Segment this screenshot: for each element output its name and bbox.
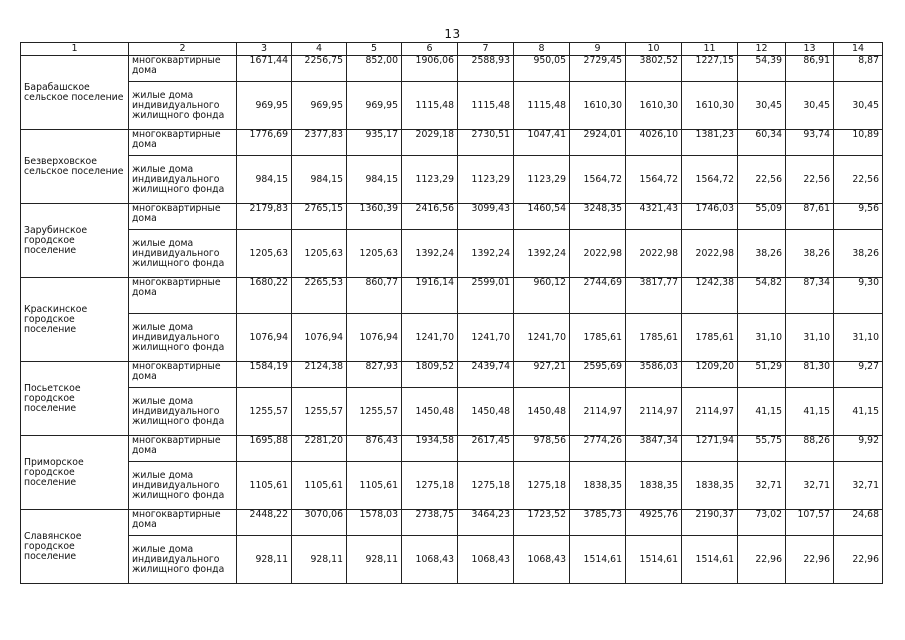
column-header: 9 (570, 43, 626, 56)
table-row (21, 510, 883, 536)
tariff-value: 1564,72 (682, 156, 738, 204)
tariff-value: 38,26 (834, 230, 883, 278)
tariff-value: 2377,83 (292, 130, 347, 156)
tariff-value: 38,26 (738, 230, 786, 278)
tariff-value: 1680,22 (237, 278, 292, 314)
tariff-value: 81,30 (786, 362, 834, 388)
tariff-value: 86,91 (786, 56, 834, 82)
tariff-value: 1578,03 (347, 510, 402, 536)
table-row (21, 56, 883, 82)
tariff-value: 984,15 (237, 156, 292, 204)
tariff-value: 32,71 (834, 462, 883, 510)
tariff-value: 1275,18 (458, 462, 514, 510)
tariff-value: 41,15 (834, 388, 883, 436)
tariff-value: 9,27 (834, 362, 883, 388)
tariff-value: 2729,45 (570, 56, 626, 82)
column-header: 5 (347, 43, 402, 56)
tariff-value: 4321,43 (626, 204, 682, 230)
housing-type: жилые дома индивидуального жилищного фонда (129, 462, 237, 510)
tariff-value: 87,34 (786, 278, 834, 314)
tariff-value: 1514,61 (682, 536, 738, 584)
tariff-table (20, 42, 883, 584)
table-row (21, 388, 883, 436)
tariff-value: 2924,01 (570, 130, 626, 156)
tariff-value: 1838,35 (682, 462, 738, 510)
table-row (21, 314, 883, 362)
tariff-value: 31,10 (834, 314, 883, 362)
tariff-value: 978,56 (514, 436, 570, 462)
tariff-value: 2114,97 (626, 388, 682, 436)
housing-type: жилые дома индивидуального жилищного фонда (129, 536, 237, 584)
column-header: 2 (129, 43, 237, 56)
table-row (21, 230, 883, 278)
tariff-value: 2617,45 (458, 436, 514, 462)
tariff-value: 2599,01 (458, 278, 514, 314)
tariff-value: 950,05 (514, 56, 570, 82)
tariff-value: 22,96 (738, 536, 786, 584)
tariff-value: 30,45 (834, 82, 883, 130)
tariff-value: 969,95 (292, 82, 347, 130)
tariff-value: 984,15 (347, 156, 402, 204)
tariff-value: 1115,48 (402, 82, 458, 130)
tariff-value: 1450,48 (458, 388, 514, 436)
tariff-value: 1392,24 (402, 230, 458, 278)
tariff-value: 2256,75 (292, 56, 347, 82)
tariff-value: 1695,88 (237, 436, 292, 462)
tariff-value: 2416,56 (402, 204, 458, 230)
tariff-value: 54,39 (738, 56, 786, 82)
tariff-value: 1105,61 (237, 462, 292, 510)
tariff-value: 1460,54 (514, 204, 570, 230)
tariff-value: 1514,61 (570, 536, 626, 584)
tariff-value: 31,10 (738, 314, 786, 362)
tariff-value: 8,87 (834, 56, 883, 82)
tariff-value: 30,45 (738, 82, 786, 130)
tariff-value: 3070,06 (292, 510, 347, 536)
tariff-value: 969,95 (347, 82, 402, 130)
column-header: 13 (786, 43, 834, 56)
tariff-value: 73,02 (738, 510, 786, 536)
tariff-value: 2022,98 (570, 230, 626, 278)
tariff-value: 22,56 (738, 156, 786, 204)
tariff-value: 960,12 (514, 278, 570, 314)
table-row (21, 536, 883, 584)
tariff-value: 1564,72 (570, 156, 626, 204)
tariff-value: 3802,52 (626, 56, 682, 82)
tariff-value: 1255,57 (237, 388, 292, 436)
tariff-value: 4026,10 (626, 130, 682, 156)
tariff-value: 1123,29 (402, 156, 458, 204)
tariff-value: 2738,75 (402, 510, 458, 536)
tariff-value: 30,45 (786, 82, 834, 130)
tariff-value: 852,00 (347, 56, 402, 82)
settlement-name: Краскинское городское поселение (21, 278, 129, 362)
tariff-value: 1123,29 (514, 156, 570, 204)
tariff-value: 1785,61 (626, 314, 682, 362)
tariff-value: 1514,61 (626, 536, 682, 584)
tariff-value: 2765,15 (292, 204, 347, 230)
column-number-row (21, 43, 883, 56)
tariff-value: 3785,73 (570, 510, 626, 536)
tariff-value: 1838,35 (626, 462, 682, 510)
tariff-value: 1906,06 (402, 56, 458, 82)
tariff-value: 1115,48 (514, 82, 570, 130)
tariff-value: 2730,51 (458, 130, 514, 156)
tariff-value: 1076,94 (292, 314, 347, 362)
tariff-value: 1047,41 (514, 130, 570, 156)
tariff-value: 1076,94 (237, 314, 292, 362)
tariff-value: 2124,38 (292, 362, 347, 388)
tariff-value: 1205,63 (237, 230, 292, 278)
tariff-value: 1392,24 (458, 230, 514, 278)
housing-type: жилые дома индивидуального жилищного фонда (129, 156, 237, 204)
tariff-value: 876,43 (347, 436, 402, 462)
tariff-value: 1610,30 (682, 82, 738, 130)
tariff-value: 3248,35 (570, 204, 626, 230)
tariff-value: 1255,57 (292, 388, 347, 436)
housing-type: многоквартирные дома (129, 278, 237, 314)
tariff-value: 1360,39 (347, 204, 402, 230)
tariff-value: 107,57 (786, 510, 834, 536)
column-header: 14 (834, 43, 883, 56)
tariff-value: 2114,97 (682, 388, 738, 436)
tariff-value: 2281,20 (292, 436, 347, 462)
tariff-value: 1916,14 (402, 278, 458, 314)
column-header: 10 (626, 43, 682, 56)
tariff-value: 1068,43 (402, 536, 458, 584)
tariff-value: 93,74 (786, 130, 834, 156)
housing-type: многоквартирные дома (129, 436, 237, 462)
tariff-value: 984,15 (292, 156, 347, 204)
housing-type: многоквартирные дома (129, 130, 237, 156)
tariff-value: 1392,24 (514, 230, 570, 278)
tariff-value: 935,17 (347, 130, 402, 156)
tariff-value: 1105,61 (347, 462, 402, 510)
tariff-value: 1610,30 (570, 82, 626, 130)
tariff-value: 2744,69 (570, 278, 626, 314)
column-header: 11 (682, 43, 738, 56)
table-row (21, 462, 883, 510)
tariff-value: 60,34 (738, 130, 786, 156)
tariff-value: 1123,29 (458, 156, 514, 204)
tariff-value: 2774,26 (570, 436, 626, 462)
column-header: 6 (402, 43, 458, 56)
tariff-value: 87,61 (786, 204, 834, 230)
settlement-name: Барабашское сельское поселение (21, 56, 129, 130)
tariff-value: 1275,18 (402, 462, 458, 510)
tariff-value: 24,68 (834, 510, 883, 536)
tariff-value: 3099,43 (458, 204, 514, 230)
tariff-value: 1723,52 (514, 510, 570, 536)
table-row (21, 82, 883, 130)
tariff-value: 1776,69 (237, 130, 292, 156)
settlement-name: Приморское городское поселение (21, 436, 129, 510)
tariff-value: 1068,43 (514, 536, 570, 584)
tariff-value: 4925,76 (626, 510, 682, 536)
housing-type: жилые дома индивидуального жилищного фонда (129, 230, 237, 278)
settlement-name: Зарубинское городское поселение (21, 204, 129, 278)
housing-type: жилые дома индивидуального жилищного фонда (129, 82, 237, 130)
column-header: 3 (237, 43, 292, 56)
tariff-value: 1068,43 (458, 536, 514, 584)
tariff-value: 1076,94 (347, 314, 402, 362)
tariff-value: 55,75 (738, 436, 786, 462)
tariff-value: 1838,35 (570, 462, 626, 510)
housing-type: многоквартирные дома (129, 510, 237, 536)
tariff-value: 32,71 (786, 462, 834, 510)
tariff-value: 41,15 (738, 388, 786, 436)
housing-type: жилые дома индивидуального жилищного фонда (129, 314, 237, 362)
tariff-value: 1205,63 (347, 230, 402, 278)
page-number: 13 (444, 27, 461, 41)
tariff-value: 2114,97 (570, 388, 626, 436)
tariff-value: 1209,20 (682, 362, 738, 388)
tariff-value: 928,11 (237, 536, 292, 584)
column-header: 12 (738, 43, 786, 56)
tariff-value: 1381,23 (682, 130, 738, 156)
tariff-value: 1584,19 (237, 362, 292, 388)
tariff-value: 10,89 (834, 130, 883, 156)
tariff-value: 41,15 (786, 388, 834, 436)
settlement-name: Славянское городское поселение (21, 510, 129, 584)
tariff-value: 9,30 (834, 278, 883, 314)
tariff-value: 927,21 (514, 362, 570, 388)
tariff-value: 38,26 (786, 230, 834, 278)
tariff-value: 1785,61 (682, 314, 738, 362)
tariff-value: 1934,58 (402, 436, 458, 462)
tariff-value: 1785,61 (570, 314, 626, 362)
tariff-value: 1564,72 (626, 156, 682, 204)
tariff-value: 1242,38 (682, 278, 738, 314)
tariff-value: 2439,74 (458, 362, 514, 388)
tariff-value: 22,56 (786, 156, 834, 204)
housing-type: многоквартирные дома (129, 204, 237, 230)
tariff-value: 3847,34 (626, 436, 682, 462)
tariff-value: 88,26 (786, 436, 834, 462)
tariff-value: 1241,70 (402, 314, 458, 362)
tariff-value: 1241,70 (458, 314, 514, 362)
tariff-value: 2448,22 (237, 510, 292, 536)
table-row (21, 362, 883, 388)
housing-type: жилые дома индивидуального жилищного фонда (129, 388, 237, 436)
settlement-name: Посьетское городское поселение (21, 362, 129, 436)
tariff-value: 969,95 (237, 82, 292, 130)
tariff-value: 928,11 (292, 536, 347, 584)
tariff-value: 1115,48 (458, 82, 514, 130)
table-row (21, 156, 883, 204)
table-row (21, 278, 883, 314)
tariff-value: 22,96 (786, 536, 834, 584)
settlement-name: Безверховское сельское поселение (21, 130, 129, 204)
tariff-value: 1671,44 (237, 56, 292, 82)
tariff-value: 1450,48 (514, 388, 570, 436)
tariff-value: 2190,37 (682, 510, 738, 536)
tariff-value: 1809,52 (402, 362, 458, 388)
tariff-value: 31,10 (786, 314, 834, 362)
housing-type: многоквартирные дома (129, 56, 237, 82)
tariff-value: 54,82 (738, 278, 786, 314)
tariff-value: 51,29 (738, 362, 786, 388)
tariff-value: 9,92 (834, 436, 883, 462)
tariff-value: 3586,03 (626, 362, 682, 388)
tariff-value: 2588,93 (458, 56, 514, 82)
tariff-value: 55,09 (738, 204, 786, 230)
tariff-value: 1610,30 (626, 82, 682, 130)
tariff-value: 3817,77 (626, 278, 682, 314)
tariff-value: 22,96 (834, 536, 883, 584)
tariff-value: 1105,61 (292, 462, 347, 510)
housing-type: многоквартирные дома (129, 362, 237, 388)
tariff-value: 3464,23 (458, 510, 514, 536)
tariff-value: 1255,57 (347, 388, 402, 436)
table-row (21, 204, 883, 230)
tariff-value: 1275,18 (514, 462, 570, 510)
tariff-value: 1205,63 (292, 230, 347, 278)
tariff-value: 22,56 (834, 156, 883, 204)
tariff-value: 1746,03 (682, 204, 738, 230)
tariff-value: 827,93 (347, 362, 402, 388)
tariff-value: 928,11 (347, 536, 402, 584)
tariff-value: 1241,70 (514, 314, 570, 362)
tariff-value: 1450,48 (402, 388, 458, 436)
tariff-value: 32,71 (738, 462, 786, 510)
column-header: 4 (292, 43, 347, 56)
tariff-value: 1271,94 (682, 436, 738, 462)
column-header: 7 (458, 43, 514, 56)
tariff-value: 2179,83 (237, 204, 292, 230)
table-row (21, 130, 883, 156)
tariff-value: 2029,18 (402, 130, 458, 156)
column-header: 8 (514, 43, 570, 56)
tariff-value: 1227,15 (682, 56, 738, 82)
column-header: 1 (21, 43, 129, 56)
tariff-value: 2595,69 (570, 362, 626, 388)
tariff-value: 860,77 (347, 278, 402, 314)
tariff-value: 2022,98 (626, 230, 682, 278)
tariff-value: 2265,53 (292, 278, 347, 314)
tariff-value: 9,56 (834, 204, 883, 230)
tariff-value: 2022,98 (682, 230, 738, 278)
table-row (21, 436, 883, 462)
